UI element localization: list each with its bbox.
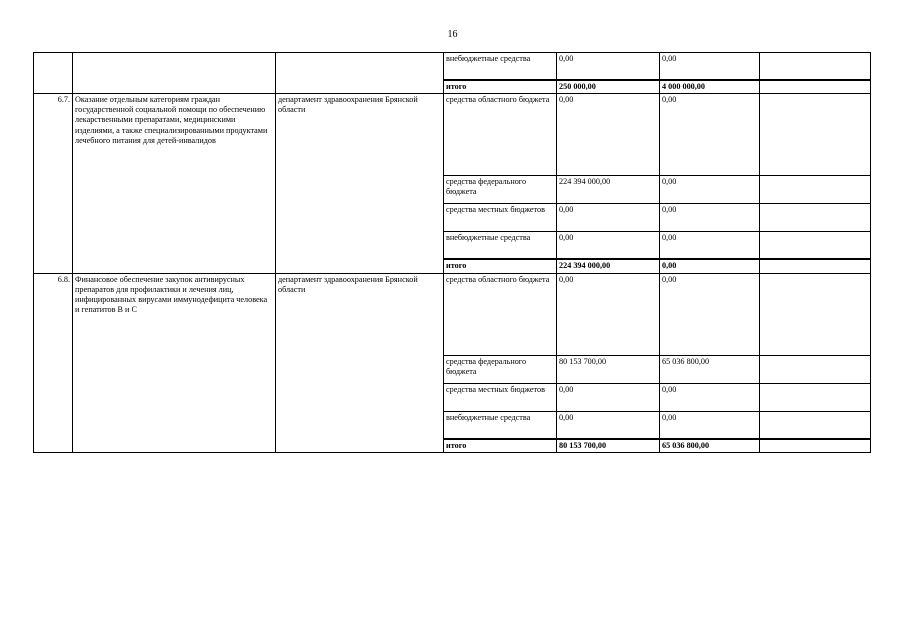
extra-cell bbox=[760, 203, 871, 231]
value-cell: 0,00 bbox=[660, 203, 760, 231]
value-cell: 224 394 000,00 bbox=[557, 175, 660, 203]
extra-cell bbox=[760, 411, 871, 439]
table-row bbox=[34, 273, 871, 355]
value-cell: 80 153 700,00 bbox=[557, 355, 660, 383]
extra-cell bbox=[760, 355, 871, 383]
num-cell bbox=[34, 53, 73, 94]
total-value: 224 394 000,00 bbox=[557, 259, 660, 273]
source-cell: внебюджетные средства bbox=[444, 231, 557, 259]
source-cell: средства местных бюджетов bbox=[444, 203, 557, 231]
source-cell: средства федерального бюджета bbox=[444, 175, 557, 203]
value-cell: 0,00 bbox=[660, 175, 760, 203]
value-cell: 0,00 bbox=[660, 273, 760, 355]
source-cell: внебюджетные средства bbox=[444, 53, 557, 80]
value-cell: 0,00 bbox=[660, 231, 760, 259]
item-executor: департамент здравоохранения Брянской области bbox=[276, 93, 444, 273]
source-cell: средства местных бюджетов bbox=[444, 383, 557, 411]
extra-cell bbox=[760, 93, 871, 175]
source-cell: средства федерального бюджета bbox=[444, 355, 557, 383]
total-value: 0,00 bbox=[660, 259, 760, 273]
value-cell: 0,00 bbox=[557, 93, 660, 175]
extra-cell bbox=[760, 259, 871, 273]
extra-cell bbox=[760, 80, 871, 94]
value-cell: 0,00 bbox=[557, 273, 660, 355]
executor-cell bbox=[276, 53, 444, 94]
item-name: Оказание отдельным категориям граждан государственной социальной помощи по обеспечению лекарственными препаратами, медицинскими изделиями, а также специализированными продуктами лечебного питания для детей-инвалидов bbox=[73, 93, 276, 273]
source-cell: средства областного бюджета bbox=[444, 273, 557, 355]
item-number: 6.8. bbox=[34, 273, 73, 453]
source-cell: средства областного бюджета bbox=[444, 93, 557, 175]
value-cell: 0,00 bbox=[557, 203, 660, 231]
total-value: 4 000 000,00 bbox=[660, 80, 760, 94]
extra-cell bbox=[760, 273, 871, 355]
item-executor: департамент здравоохранения Брянской области bbox=[276, 273, 444, 453]
extra-cell bbox=[760, 175, 871, 203]
value-cell: 0,00 bbox=[557, 53, 660, 80]
total-value: 250 000,00 bbox=[557, 80, 660, 94]
total-value: 80 153 700,00 bbox=[557, 439, 660, 453]
item-number: 6.7. bbox=[34, 93, 73, 273]
table-row bbox=[34, 93, 871, 175]
item-name: Финансовое обеспечение закупок антивирусных препаратов для профилактики и лечения лиц, инфицированных вирусами иммунодефицита человека и гепатитов В и С bbox=[73, 273, 276, 453]
page-number: 16 bbox=[447, 29, 458, 40]
value-cell: 0,00 bbox=[557, 383, 660, 411]
total-label: итого bbox=[444, 259, 557, 273]
value-cell: 0,00 bbox=[660, 53, 760, 80]
budget-table bbox=[33, 52, 871, 453]
value-cell: 0,00 bbox=[557, 231, 660, 259]
value-cell: 0,00 bbox=[557, 411, 660, 439]
value-cell: 0,00 bbox=[660, 411, 760, 439]
value-cell: 65 036 800,00 bbox=[660, 355, 760, 383]
extra-cell bbox=[760, 53, 871, 80]
value-cell: 0,00 bbox=[660, 93, 760, 175]
total-label: итого bbox=[444, 439, 557, 453]
table-row bbox=[34, 53, 871, 80]
source-cell: внебюджетные средства bbox=[444, 411, 557, 439]
name-cell bbox=[73, 53, 276, 94]
total-label: итого bbox=[444, 80, 557, 94]
extra-cell bbox=[760, 439, 871, 453]
extra-cell bbox=[760, 383, 871, 411]
total-value: 65 036 800,00 bbox=[660, 439, 760, 453]
extra-cell bbox=[760, 231, 871, 259]
value-cell: 0,00 bbox=[660, 383, 760, 411]
